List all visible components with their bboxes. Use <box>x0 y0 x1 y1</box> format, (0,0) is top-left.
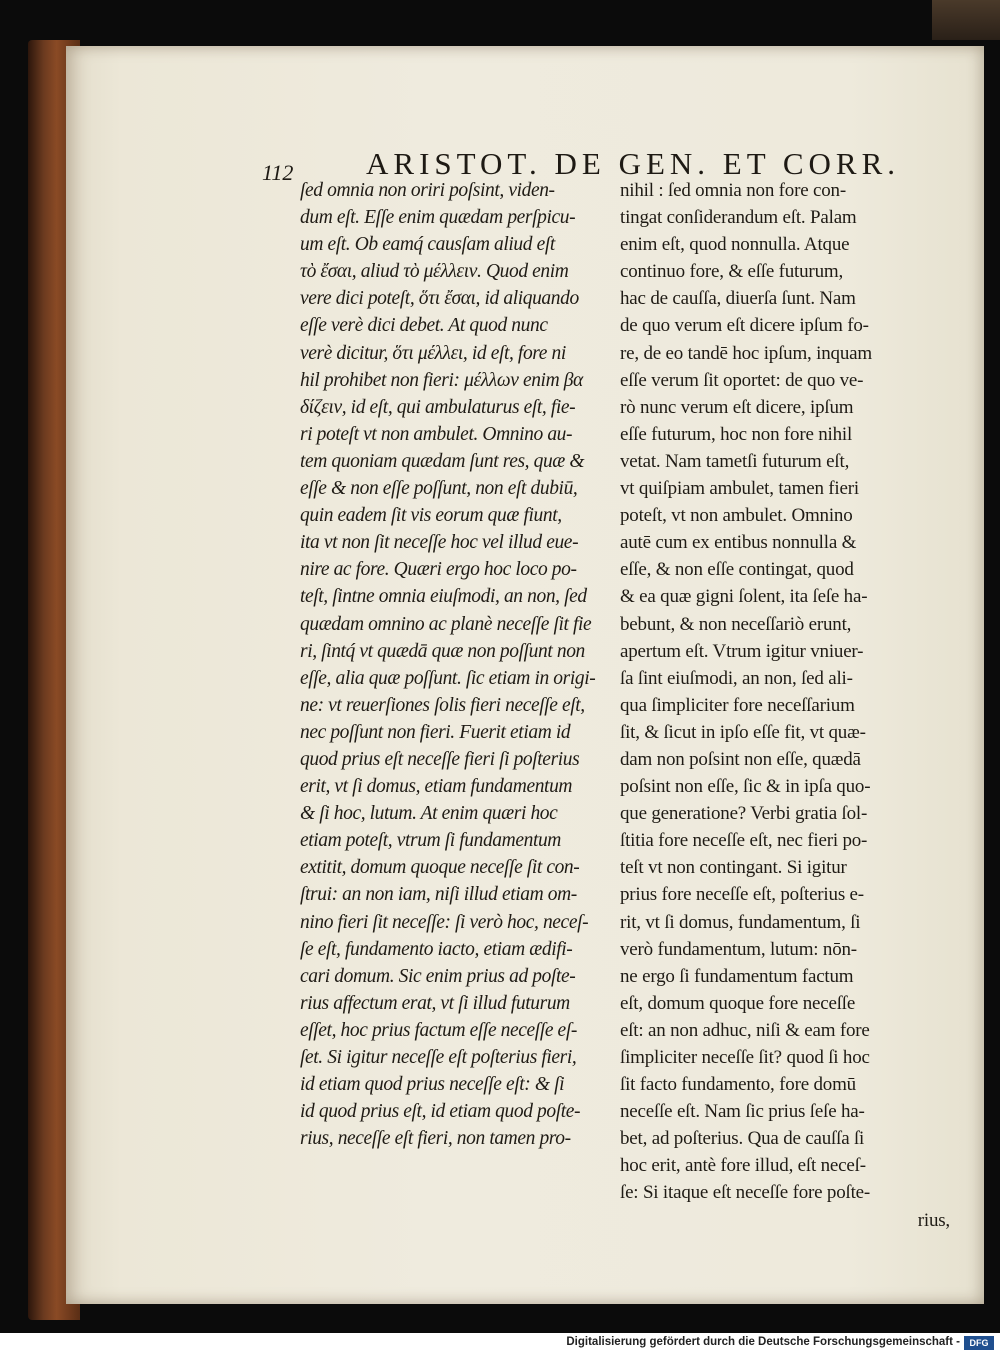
text-column-left <box>300 177 620 1152</box>
text-line: ne: vt reuerſiones ſolis fieri neceſſe eſt, <box>300 694 585 716</box>
text-line: & ſi hoc, lutum. At enim quæri hoc <box>300 803 558 825</box>
text-line: enim eſt, quod nonnulla. Atque <box>620 234 850 256</box>
text-line: ri, ſintq́ vt quædā quæ non poſſunt non <box>300 640 585 662</box>
text-line: poſsint non eſſe, ſic & in ipſa quo- <box>620 776 871 798</box>
book-spine-corner <box>932 0 1000 40</box>
text-line: & ea quæ gigni ſolent, ita ſeſe ha- <box>620 586 868 608</box>
text-line: re, de eo tandē hoc ipſum, inquam <box>620 342 872 364</box>
text-line: eſt, domum quoque fore neceſſe <box>620 992 856 1014</box>
text-line: etiam poteſt, vtrum ſi fundamentum <box>300 830 561 852</box>
text-line: eſſe & non eſſe poſſunt, non eſt dubiū, <box>300 478 578 500</box>
text-line: nire ac fore. Quæri ergo hoc loco po- <box>300 559 577 581</box>
text-line: extitit, domum quoque neceſſe ſit con- <box>300 857 580 879</box>
text-line: continuo fore, & eſſe futurum, <box>620 261 843 283</box>
text-line: ſtitia fore neceſſe eſt, nec fieri po- <box>620 830 868 852</box>
text-column-right <box>620 177 950 1234</box>
text-line: eſt: an non adhuc, niſi & eam fore <box>620 1019 870 1041</box>
text-line: δίζειν, id eſt, qui ambulaturus eſt, fie- <box>300 396 576 418</box>
text-line: qua ſimpliciter fore neceſſarium <box>620 694 855 716</box>
text-line: id etiam quod prius neceſſe eſt: & ſi <box>300 1074 565 1096</box>
text-line: rius, neceſſe eſt fieri, non tamen pro- <box>300 1128 571 1150</box>
text-line: quædam omnino ac planè neceſſe ſit fie <box>300 613 592 635</box>
text-line: quod prius eſt neceſſe fieri ſi poſterius <box>300 748 580 770</box>
text-line: cari domum. Sic enim prius ad poſte- <box>300 965 576 987</box>
text-line: autē cum ex entibus nonnulla & <box>620 532 857 554</box>
text-line: que generatione? Verbi gratia ſol- <box>620 803 868 825</box>
text-line: ſit, & ſicut in ipſo eſſe fit, vt quæ- <box>620 721 866 743</box>
text-line: ſe eſt, fundamento iacto, etiam ædifi- <box>300 938 573 960</box>
text-line: neceſſe eſt. Nam ſic prius ſeſe ha- <box>620 1101 865 1123</box>
text-line: id quod prius eſt, id etiam quod poſte- <box>300 1101 581 1123</box>
dfg-logo-icon: DFG <box>964 1336 994 1350</box>
text-line: eſſe, & non eſſe contingat, quod <box>620 559 854 581</box>
text-line: hac de cauſſa, diuerſa ſunt. Nam <box>620 288 856 310</box>
text-line: τὸ ἔσαι, aliud τὸ μέλλειν. Quod enim <box>300 261 569 283</box>
text-line: vt quiſpiam ambulet, tamen fieri <box>620 478 859 500</box>
page-number: 112 <box>262 160 294 185</box>
text-line: quin eadem ſit vis eorum quæ fiunt, <box>300 505 562 527</box>
text-line: bebunt, & non neceſſariò erunt, <box>620 613 852 635</box>
text-line: erit, vt ſi domus, etiam fundamentum <box>300 776 573 798</box>
text-line: nino fieri ſit neceſſe: ſi verò hoc, neceſ- <box>300 911 589 933</box>
text-line: ſit facto fundamento, fore domū <box>620 1074 856 1096</box>
text-line: bet, ad poſterius. Qua de cauſſa ſi <box>620 1128 865 1150</box>
running-head: ARISTOT. DE GEN. ET CORR. <box>366 146 901 181</box>
text-line: verè dicitur, ὅτι μέλλει, id eſt, fore ni <box>300 342 566 364</box>
text-line: um eſt. Ob eamq́ causſam aliud eſt <box>300 234 555 256</box>
text-line: rò nunc verum eſt dicere, ipſum <box>620 396 854 418</box>
text-line: vetat. Nam tametſi futurum eſt, <box>620 450 850 472</box>
text-line: verò fundamentum, lutum: nōn- <box>620 938 857 960</box>
text-line: eſſe verum ſit oportet: de quo ve- <box>620 369 864 391</box>
text-line: ſet. Si igitur neceſſe eſt poſterius fieri, <box>300 1047 577 1068</box>
text-line: ſa ſint eiuſmodi, an non, ſed ali- <box>620 667 853 689</box>
text-line: ita vt non ſit neceſſe hoc vel illud eue- <box>300 532 579 554</box>
text-line: ſed omnia non oriri poſsint, viden- <box>300 180 555 201</box>
text-line: dum eſt. Eſſe enim quædam perſpicu- <box>300 207 576 229</box>
text-line: ſtrui: an non iam, niſi illud etiam om- <box>300 884 577 906</box>
text-line: ſimpliciter neceſſe ſit? quod ſi hoc <box>620 1047 870 1068</box>
text-line: rius affectum erat, vt ſi illud futurum <box>300 992 570 1014</box>
text-line: rius, <box>917 1209 950 1231</box>
funding-notice: Digitalisierung gefördert durch die Deutsche Forschungsgemeinschaft - <box>566 1336 960 1348</box>
text-line: nec poſſunt non fieri. Fuerit etiam id <box>300 721 571 743</box>
footer-bar <box>0 1333 1000 1353</box>
text-line: ſe: Si itaque eſt neceſſe fore poſte- <box>620 1182 871 1204</box>
text-line: eſſet, hoc prius factum eſſe neceſſe eſ- <box>300 1019 577 1041</box>
text-line: dam non poſsint non eſſe, quædā <box>620 748 861 770</box>
text-line: hoc erit, antè fore illud, eſt neceſ- <box>620 1155 866 1177</box>
text-line: vere dici poteſt, ὅτι ἔσαι, id aliquando <box>300 288 579 310</box>
text-line: tem quoniam quædam ſunt res, quæ & <box>300 450 585 472</box>
text-line: teſt vt non contingant. Si igitur <box>620 857 847 879</box>
text-line: tingat conſiderandum eſt. Palam <box>620 207 857 229</box>
text-line: teſt, ſintne omnia eiuſmodi, an non, ſed <box>300 586 587 608</box>
text-line: apertum eſt. Vtrum igitur vniuer- <box>620 640 864 662</box>
text-line: ne ergo ſi fundamentum factum <box>620 965 854 987</box>
text-line: eſſe verè dici debet. At quod nunc <box>300 315 548 337</box>
text-line: prius fore neceſſe eſt, poſterius e- <box>620 884 864 906</box>
text-line: de quo verum eſt dicere ipſum fo- <box>620 315 869 337</box>
text-line: rit, vt ſi domus, fundamentum, ſi <box>620 911 861 933</box>
text-line: nihil : ſed omnia non fore con- <box>620 180 846 201</box>
text-line: ri poteſt vt non ambulet. Omnino au- <box>300 423 573 445</box>
text-line: eſſe futurum, hoc non fore nihil <box>620 423 853 445</box>
text-line: eſſe, alia quæ poſſunt. ſic etiam in origi- <box>300 667 596 689</box>
text-line: poteſt, vt non ambulet. Omnino <box>620 505 853 527</box>
text-line: hil prohibet non fieri: μέλλων enim βα <box>300 369 583 391</box>
